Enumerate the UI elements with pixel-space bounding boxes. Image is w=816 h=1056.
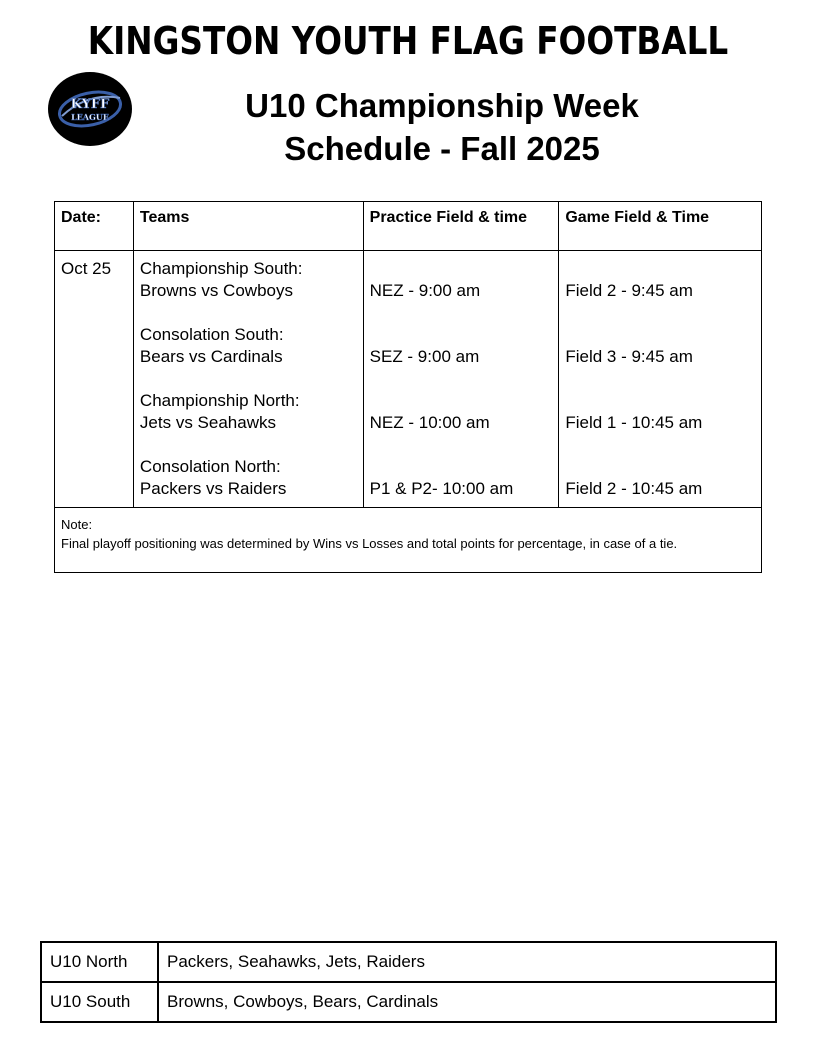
game-time: Field 1 - 10:45 am bbox=[565, 413, 703, 432]
game-group bbox=[140, 258, 357, 302]
game-label: Consolation South: bbox=[139, 325, 284, 344]
practice-cell bbox=[363, 251, 559, 508]
game-time: Field 2 - 10:45 am bbox=[565, 479, 703, 498]
column-header-date: Date: bbox=[55, 202, 134, 251]
league-logo bbox=[48, 72, 132, 146]
game-group bbox=[140, 390, 357, 434]
game-cell bbox=[559, 251, 762, 508]
game-label: Consolation North: bbox=[139, 457, 281, 476]
division-name: U10 North bbox=[41, 942, 158, 982]
divisions-table bbox=[40, 941, 777, 1023]
date-cell: Oct 25 bbox=[55, 251, 134, 508]
note-row bbox=[55, 508, 762, 573]
logo-text-top: KYFF bbox=[70, 97, 110, 112]
football-logo-icon bbox=[48, 72, 132, 146]
division-teams: Browns, Cowboys, Bears, Cardinals bbox=[158, 982, 776, 1022]
division-row bbox=[41, 942, 776, 982]
page-title bbox=[140, 84, 744, 170]
game-time: Field 3 - 9:45 am bbox=[565, 347, 693, 366]
game-time: Field 2 - 9:45 am bbox=[565, 281, 693, 300]
game-matchup: Bears vs Cardinals bbox=[139, 347, 283, 366]
schedule-table bbox=[54, 201, 762, 573]
column-header-practice: Practice Field & time bbox=[363, 202, 559, 251]
game-matchup: Jets vs Seahawks bbox=[139, 413, 276, 432]
schedule-row bbox=[55, 251, 762, 508]
column-header-teams: Teams bbox=[133, 202, 363, 251]
title-line-2: Schedule - Fall 2025 bbox=[284, 130, 600, 167]
title-line-1: U10 Championship Week bbox=[245, 87, 639, 124]
practice-time: NEZ - 9:00 am bbox=[369, 281, 481, 300]
game-group bbox=[140, 324, 357, 368]
teams-cell bbox=[133, 251, 363, 508]
division-row bbox=[41, 982, 776, 1022]
column-header-game: Game Field & Time bbox=[559, 202, 762, 251]
practice-time: SEZ - 9:00 am bbox=[369, 347, 480, 366]
note-text: Final playoff positioning was determined by Wins vs Losses and total points for percentage, in case of a tie. bbox=[61, 536, 678, 551]
game-label: Championship South: bbox=[139, 259, 303, 278]
logo-text-bottom: LEAGUE bbox=[71, 112, 109, 122]
practice-time: NEZ - 10:00 am bbox=[369, 413, 490, 432]
game-matchup: Browns vs Cowboys bbox=[139, 281, 293, 300]
schedule-header-row bbox=[55, 202, 762, 251]
org-title: KINGSTON YOUTH FLAG FOOTBALL bbox=[87, 19, 729, 63]
practice-time: P1 & P2- 10:00 am bbox=[369, 479, 514, 498]
division-name: U10 South bbox=[41, 982, 158, 1022]
division-teams: Packers, Seahawks, Jets, Raiders bbox=[158, 942, 776, 982]
game-group bbox=[140, 456, 357, 500]
game-matchup: Packers vs Raiders bbox=[139, 479, 287, 498]
game-label: Championship North: bbox=[139, 391, 300, 410]
note-cell bbox=[55, 508, 762, 573]
note-label: Note: bbox=[61, 517, 93, 532]
